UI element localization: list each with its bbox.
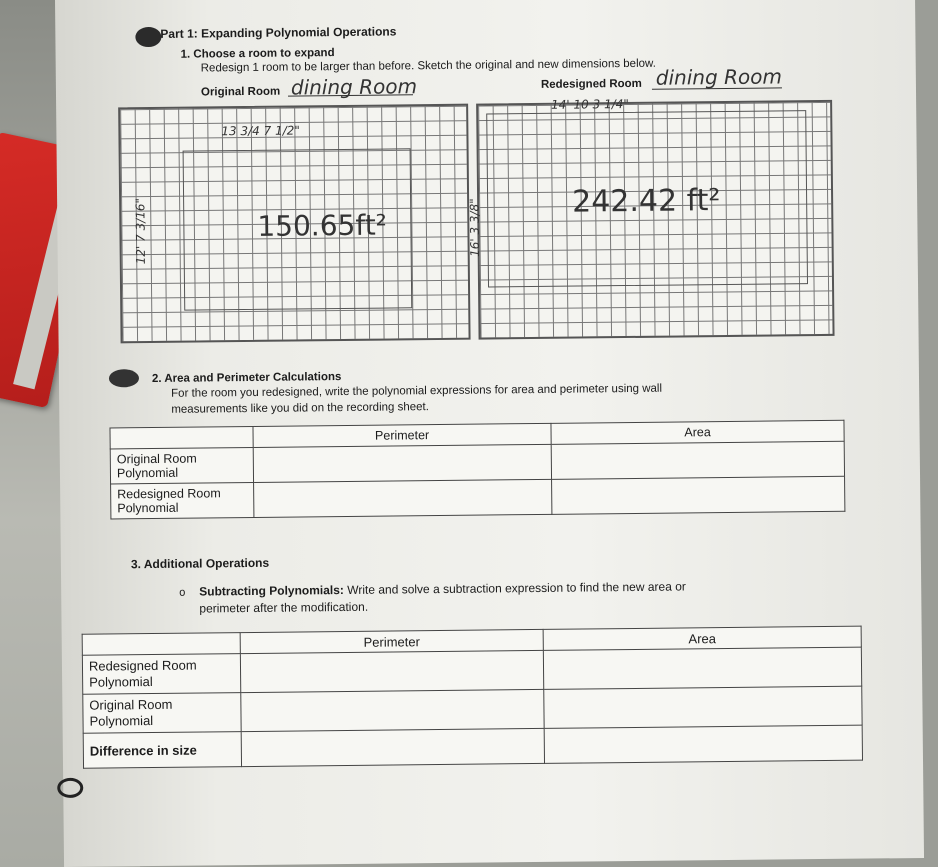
punch-hole-middle bbox=[109, 369, 139, 387]
q3-original-perimeter-cell[interactable] bbox=[241, 689, 544, 731]
redesigned-room-answer: dining Room bbox=[655, 64, 783, 90]
q2-col-perimeter: Perimeter bbox=[253, 423, 551, 447]
q2-col-area: Area bbox=[551, 420, 844, 444]
q3-sub-title: Subtracting Polynomials: bbox=[199, 583, 344, 599]
redesigned-area-label: 242.42 ft² bbox=[571, 183, 721, 220]
q2-original-area-cell[interactable] bbox=[551, 441, 844, 479]
q3-redesigned-area-cell[interactable] bbox=[543, 647, 861, 689]
q2-title: 2. Area and Perimeter Calculations bbox=[151, 371, 342, 386]
q2-original-perimeter-cell[interactable] bbox=[253, 444, 551, 482]
q2-row1-line1: Original Room bbox=[116, 451, 197, 467]
redesigned-width-label: 14' 10 3 1/4" bbox=[551, 96, 629, 112]
q2-row1-line2: Polynomial bbox=[116, 465, 179, 481]
worksheet-page bbox=[55, 0, 924, 867]
q3-row-original-label bbox=[83, 693, 241, 734]
q3-corner-cell bbox=[82, 633, 240, 656]
original-area-label: 150.65ft² bbox=[257, 208, 388, 243]
q2-instruction-line1: For the room you redesigned, write the polynomial expressions for area and perimeter using wall bbox=[171, 382, 663, 400]
punch-hole-top bbox=[135, 27, 161, 47]
q3-difference-perimeter-cell[interactable] bbox=[241, 728, 544, 766]
q2-corner-cell bbox=[110, 426, 253, 448]
q2-instruction-line2: measurements like you did on the recording sheet. bbox=[171, 401, 429, 416]
q2-redesigned-area-cell[interactable] bbox=[552, 476, 845, 514]
original-width-label: 13 3/4 7 1/2" bbox=[221, 123, 300, 139]
q3-row-redesigned-label bbox=[82, 654, 240, 695]
q3-row-difference bbox=[83, 725, 862, 768]
q3-row1-line1: Redesigned Room bbox=[88, 657, 197, 674]
q2-row-original-label bbox=[110, 447, 253, 483]
q3-row3-label: Difference in size bbox=[83, 732, 241, 769]
q2-row-redesigned bbox=[111, 476, 845, 519]
q3-col-perimeter: Perimeter bbox=[240, 629, 543, 653]
q2-row2-line2: Polynomial bbox=[117, 500, 179, 516]
q2-row2-line1: Redesigned Room bbox=[117, 486, 221, 502]
q2-table bbox=[109, 420, 845, 520]
original-room-label: Original Room bbox=[200, 85, 281, 99]
q3-table bbox=[82, 626, 863, 769]
q3-sub-text-line1: Write and solve a subtraction expression to find the new area or bbox=[343, 579, 686, 598]
redesigned-height-label: 16' 3 3/8" bbox=[467, 198, 483, 258]
part-title: Part 1: Expanding Polynomial Operations bbox=[160, 24, 397, 41]
q3-bullet: o bbox=[179, 586, 186, 599]
q3-col-area: Area bbox=[543, 626, 861, 650]
original-height-label: 12' 7 3/16" bbox=[133, 197, 148, 265]
q3-original-area-cell[interactable] bbox=[544, 686, 862, 728]
q1-instruction: Redesign 1 room to be larger than before. Sketch the original and new dimensions below. bbox=[200, 57, 656, 75]
q3-row1-line2: Polynomial bbox=[89, 674, 153, 690]
q3-sub-text-line2: perimeter after the modification. bbox=[199, 599, 369, 616]
q2-redesigned-perimeter-cell[interactable] bbox=[254, 479, 552, 517]
q3-title: 3. Additional Operations bbox=[130, 555, 270, 572]
q3-redesigned-perimeter-cell[interactable] bbox=[240, 650, 543, 692]
q1-title: 1. Choose a room to expand bbox=[180, 47, 335, 61]
punch-hole-bottom bbox=[57, 778, 83, 798]
original-room-answer: dining Room bbox=[290, 74, 418, 100]
q2-row-redesigned-label bbox=[111, 482, 254, 518]
q3-row2-line1: Original Room bbox=[89, 696, 173, 713]
q3-row2-line2: Polynomial bbox=[89, 713, 154, 729]
q3-subtracting-text bbox=[199, 579, 686, 598]
q3-difference-area-cell[interactable] bbox=[544, 725, 862, 763]
redesigned-room-label: Redesigned Room bbox=[540, 77, 642, 91]
